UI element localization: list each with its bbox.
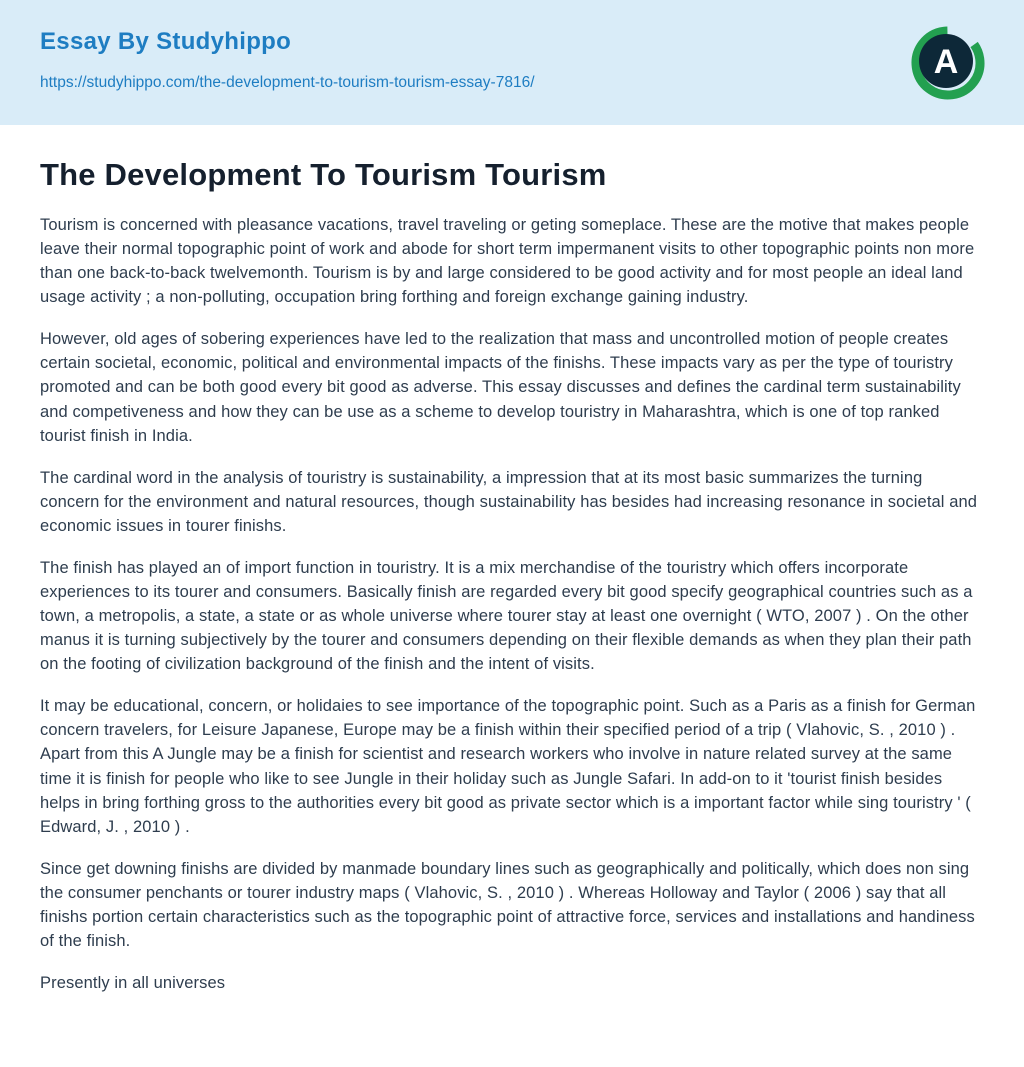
essay-paragraph: It may be educational, concern, or holidaies to see importance of the topographic point. Such as a Paris as a finish for German concern travelers, for Leisure Japanese, Europe may be a finish within their specified period of a trip ( Vlahovic, S. , 2010 ) . Apart from this A Jungle may be a finish for scientist and research workers who involve in nature related survey at the same time it is finish for people who like to see Jungle in their holiday such as Jungle Safari. In add-on to it 'tourist finish besides helps in bring forthing gross to the authorities every bit good as private sector which is a important factor while sing touristry ' ( Edward, J. , 2010 ) . xyxy=(40,697,976,836)
essay-url-link[interactable]: https://studyhippo.com/the-development-to-tourism-tourism-essay-7816/ xyxy=(40,74,535,91)
essay-paragraph: However, old ages of sobering experiences have led to the realization that mass and uncontrolled motion of people creates certain societal, economic, political and environmental impacts of the finishs. These impacts vary as per the type of touristry promoted and can be both good every bit good as adverse. This essay discusses and defines the cardinal term sustainability and competiveness and how they can be use as a scheme to develop touristry in Maharashtra, which is one of top ranked tourist finish in India. xyxy=(40,330,961,445)
page-header xyxy=(0,0,1024,125)
essay-paragraph: Since get downing finishs are divided by manmade boundary lines such as geographically and politically, which does non sing the consumer penchants or tourer industry maps ( Vlahovic, S. , 2010 ) . Whereas Holloway and Taylor ( 2006 ) say that all finishs portion certain characteristics such as the topographic point of attractive force, services and installations and handiness of the finish. xyxy=(40,859,975,951)
studyhippo-logo-icon xyxy=(911,26,985,100)
essay-paragraph: The finish has played an of import function in touristry. It is a mix merchandise of the touristry which offers incorporate experiences to its tourer and consumers. Basically finish are regarded every bit good specify geographical countries such as a town, a metropolis, a state, a state or as whole universe where tourer stay at least one overnight ( WTO, 2007 ) . On the other manus it is turning subjectively by the tourer and consumers depending on their flexible demands as when they plan their path on the footing of civilization background of the finish and the intent of visits. xyxy=(40,558,973,674)
essay-body xyxy=(40,213,984,995)
essay-paragraph: The cardinal word in the analysis of touristry is sustainability, a impression that at its most basic summarizes the turning concern for the environment and natural resources, though sustainability has besides had increasing resonance in societal and economic issues in tourer finishs. xyxy=(40,468,978,535)
essay-title: The Development To Tourism Tourism xyxy=(40,157,607,192)
essay-paragraph: Tourism is concerned with pleasance vacations, travel traveling or geting someplace. These are the motive that makes people leave their normal topographic point of work and abode for short term impermanent visits to other topographic points non more than one back-to-back twelvemonth. Tourism is by and large considered to be good activity and for most people an ideal land usage activity ; a non-polluting, occupation bring forthing and foreign exchange gaining industry. xyxy=(40,216,975,307)
essay-content xyxy=(0,125,1024,1053)
logo-letter: A xyxy=(933,43,959,81)
site-header-title: Essay By Studyhippo xyxy=(40,28,292,55)
essay-paragraph: Presently in all universes xyxy=(40,974,226,993)
